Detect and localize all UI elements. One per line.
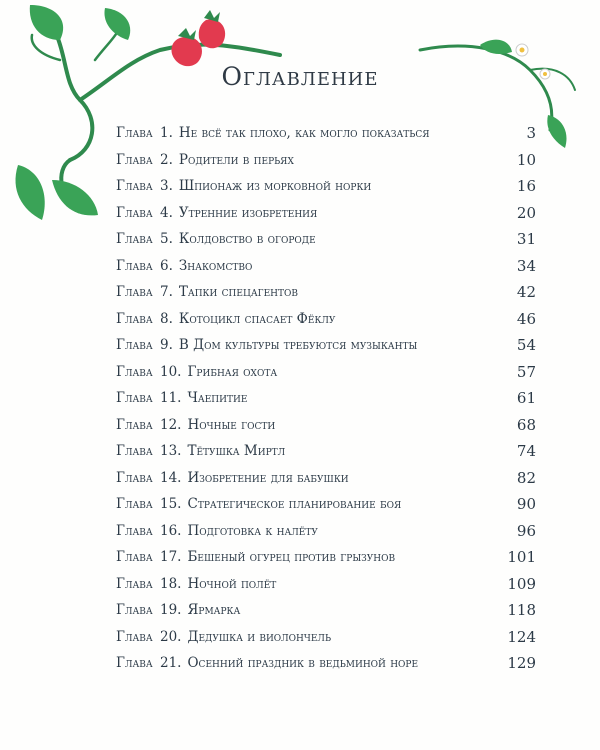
chapter-number: 13. <box>160 443 182 459</box>
page-number: 54 <box>516 336 536 354</box>
chapter-number: 21. <box>160 655 182 671</box>
chapter-number: 4. <box>160 204 173 221</box>
toc-row <box>116 597 536 624</box>
chapter-label: Глава <box>116 178 153 194</box>
chapter-number: 10. <box>160 363 182 380</box>
chapter-title: Подготовка к налёту <box>187 522 318 539</box>
toc-row <box>116 200 536 227</box>
page-number: 74 <box>516 442 536 460</box>
chapter-label: Глава <box>116 575 153 592</box>
chapter-label: Глава <box>116 469 153 486</box>
chapter-label: Глава <box>116 496 153 512</box>
chapter-number: 7. <box>160 284 173 300</box>
chapter-number: 19. <box>160 602 182 618</box>
chapter-number: 9. <box>160 337 173 353</box>
page-number: 34 <box>516 256 536 275</box>
toc-row <box>116 518 536 545</box>
chapter-label: Глава <box>116 602 153 618</box>
chapter-label: Глава <box>116 151 153 168</box>
chapter-number: 16. <box>160 522 182 539</box>
toc-row <box>116 332 536 359</box>
chapter-number: 17. <box>160 549 182 565</box>
toc-row <box>116 571 536 598</box>
toc-row <box>116 120 536 147</box>
chapter-number: 6. <box>160 257 173 274</box>
chapter-number: 18. <box>160 575 182 592</box>
chapter-title: Осенний праздник в ведьминой норе <box>187 655 419 671</box>
chapter-title: Изобретение для бабушки <box>187 469 349 486</box>
chapter-title: Утренние изобретения <box>178 204 318 221</box>
chapter-label: Глава <box>116 522 153 539</box>
chapter-number: 8. <box>160 310 173 327</box>
chapter-title: Котоцикл спасает Фёклу <box>178 310 336 327</box>
chapter-label: Глава <box>116 363 153 380</box>
chapter-label: Глава <box>116 390 153 406</box>
toc-row <box>116 306 536 333</box>
chapter-label: Глава <box>116 337 153 353</box>
toc-row <box>116 253 536 280</box>
page-number: 3 <box>526 124 536 142</box>
toc-row <box>116 491 536 518</box>
page-number: 82 <box>516 468 536 487</box>
chapter-title: Шпионаж из морковной норки <box>178 178 372 194</box>
chapter-number: 3. <box>160 178 173 194</box>
page-number: 90 <box>516 495 536 513</box>
page-number: 20 <box>516 203 536 222</box>
chapter-number: 12. <box>160 416 182 433</box>
chapter-title: Стратегическое планирование боя <box>187 496 402 512</box>
chapter-title: Родители в перьях <box>178 151 294 168</box>
chapter-title: Ярмарка <box>187 602 241 618</box>
page-number: 42 <box>516 283 536 301</box>
chapter-title: Тётушка Миртл <box>187 443 286 459</box>
chapter-label: Глава <box>116 284 153 300</box>
chapter-label: Глава <box>116 655 153 671</box>
toc-row <box>116 147 536 174</box>
page-title: Оглавление <box>221 62 379 91</box>
toc-row <box>116 279 536 306</box>
chapter-title: Чаепитие <box>187 390 248 406</box>
page-number: 109 <box>507 574 536 593</box>
chapter-label: Глава <box>116 443 153 459</box>
chapter-number: 14. <box>160 469 182 486</box>
chapter-number: 11. <box>160 390 182 406</box>
page-number: 10 <box>516 150 536 169</box>
page-number: 57 <box>516 362 536 381</box>
chapter-number: 5. <box>160 231 173 247</box>
page-number: 61 <box>516 389 536 407</box>
toc-row <box>116 438 536 465</box>
page-number: 16 <box>516 177 536 195</box>
chapter-number: 1. <box>160 125 173 141</box>
toc-row <box>116 226 536 253</box>
page-number: 124 <box>507 627 536 646</box>
page-number: 68 <box>516 415 536 434</box>
page-number: 31 <box>516 230 536 248</box>
chapter-label: Глава <box>116 416 153 433</box>
chapter-label: Глава <box>116 204 153 221</box>
chapter-title: Ночной полёт <box>187 575 277 592</box>
toc-row <box>116 650 536 677</box>
chapter-title: Тапки спецагентов <box>178 284 299 300</box>
toc-row <box>116 173 536 200</box>
chapter-label: Глава <box>116 231 153 247</box>
page-number: 96 <box>516 521 536 540</box>
toc-row <box>116 359 536 386</box>
page-number: 118 <box>507 601 536 619</box>
chapter-title: Знакомство <box>178 257 253 274</box>
chapter-title: Дедушка и виолончель <box>187 628 332 645</box>
table-of-contents <box>116 120 536 677</box>
chapter-number: 20. <box>160 628 182 645</box>
chapter-title: Грибная охота <box>187 363 278 380</box>
toc-row <box>116 412 536 439</box>
toc-row <box>116 385 536 412</box>
chapter-label: Глава <box>116 125 153 141</box>
page-number: 129 <box>507 654 536 672</box>
chapter-number: 2. <box>160 151 173 168</box>
chapter-title: В Дом культуры требуются музыканты <box>178 337 418 353</box>
toc-row <box>116 624 536 651</box>
toc-row <box>116 544 536 571</box>
chapter-number: 15. <box>160 496 182 512</box>
toc-row <box>116 465 536 492</box>
chapter-label: Глава <box>116 310 153 327</box>
strawberry-icon <box>171 10 225 66</box>
page-number: 101 <box>507 548 536 566</box>
chapter-title: Не всё так плохо, как могло показаться <box>178 125 430 141</box>
page-number: 46 <box>516 309 536 328</box>
chapter-title: Колдовство в огороде <box>178 231 316 247</box>
chapter-label: Глава <box>116 549 153 565</box>
chapter-title: Бешеный огурец против грызунов <box>187 549 396 565</box>
chapter-label: Глава <box>116 628 153 645</box>
chapter-label: Глава <box>116 257 153 274</box>
chapter-title: Ночные гости <box>187 416 276 433</box>
